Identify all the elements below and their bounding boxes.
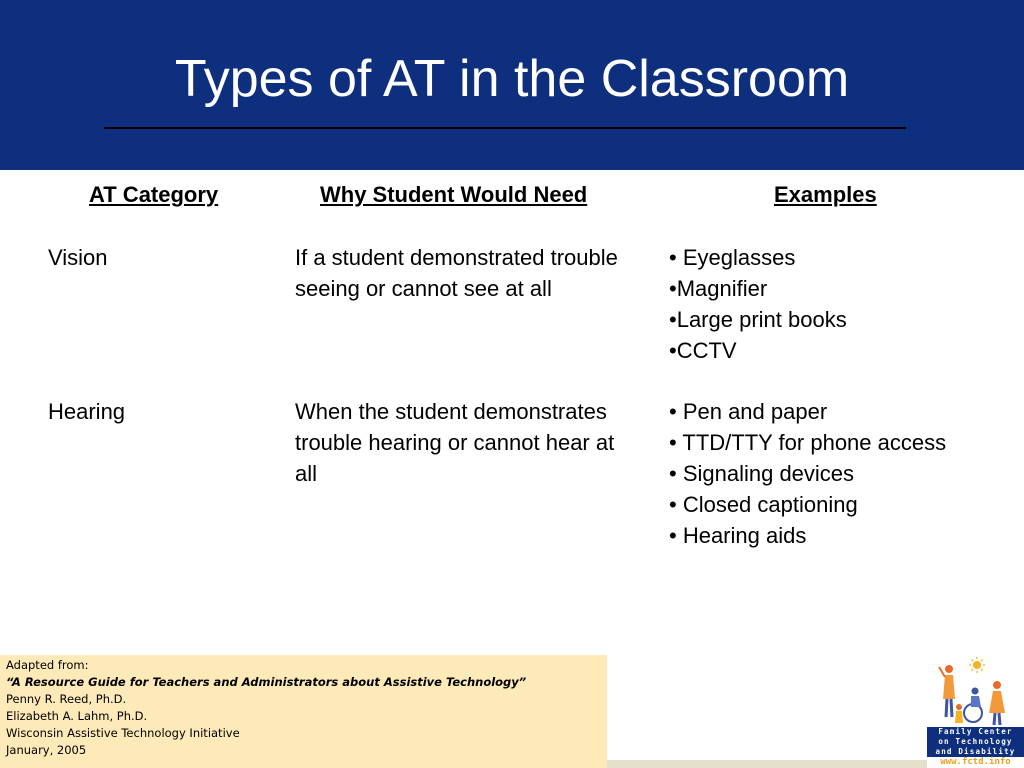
citation-author: Elizabeth A. Lahm, Ph.D.	[6, 709, 148, 723]
example-item: • Closed captioning	[669, 492, 858, 517]
row-hearing-category: Hearing	[48, 399, 126, 424]
column-header-examples: Examples	[774, 182, 877, 207]
example-item: •CCTV	[669, 338, 737, 363]
column-header-category: AT Category	[89, 182, 219, 207]
logo-line: and Disability	[935, 747, 1016, 756]
logo-wordmark	[927, 727, 1024, 757]
example-item: • Pen and paper	[669, 399, 828, 424]
slide-title: Types of AT in the Classroom	[174, 50, 850, 108]
example-item: • Eyeglasses	[669, 245, 796, 270]
logo-url: www.fctd.info	[940, 757, 1011, 767]
row-vision-examples	[669, 242, 847, 366]
fctd-logo	[927, 655, 1024, 768]
logo-line: on Technology	[938, 737, 1013, 746]
title-underline-rule	[104, 127, 906, 129]
example-item: • TTD/TTY for phone access	[669, 430, 947, 455]
row-hearing-examples	[669, 396, 946, 551]
example-item: •Large print books	[669, 307, 847, 332]
logo-line: Family Center	[938, 727, 1013, 736]
example-item: • Hearing aids	[669, 523, 807, 548]
column-header-reason: Why Student Would Need	[320, 182, 588, 207]
source-citation	[0, 655, 607, 768]
row-vision-reason: If a student demonstrated trouble seeing or cannot see at all	[295, 245, 618, 301]
citation-book-title: “A Resource Guide for Teachers and Administrators about Assistive Technology”	[6, 675, 527, 689]
example-item: • Signaling devices	[669, 461, 855, 486]
citation-author: Penny R. Reed, Ph.D.	[6, 692, 127, 706]
citation-publisher: Wisconsin Assistive Technology Initiative	[6, 726, 240, 740]
row-vision-category: Vision	[48, 245, 108, 270]
footer-strip	[607, 760, 927, 768]
citation-date: January, 2005	[6, 743, 87, 757]
citation-line: Adapted from:	[6, 658, 89, 672]
example-item: •Magnifier	[669, 276, 768, 301]
family-figures-icon	[927, 655, 1024, 727]
row-hearing-reason: When the student demonstrates trouble hearing or cannot hear at all	[295, 399, 615, 486]
